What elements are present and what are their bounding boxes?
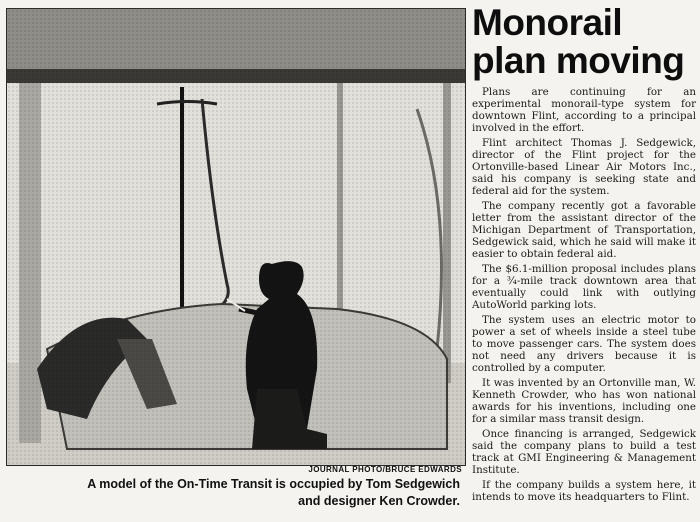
- article-paragraph: Once financing is arranged, Sedgewick said the company plans to build a test track at GMI Engineering & Management Institute.: [472, 428, 696, 476]
- headline-line-1: Monorail: [472, 2, 623, 43]
- article-paragraph: Flint architect Thomas J. Sedgewick, director of the Flint project for the Ortonville-based Linear Air Motors Inc., said his company is seeking state and federal aid for the system.: [472, 137, 696, 197]
- article-paragraph: It was invented by an Ortonville man, W. Kenneth Crowder, who has won national awards for his inventions, including one for a similar mass transit design.: [472, 377, 696, 425]
- article-paragraph: If the company builds a system here, it intends to move its headquarters to Flint.: [472, 479, 696, 503]
- photo-credit: JOURNAL PHOTO/BRUCE EDWARDS: [308, 465, 462, 474]
- photo-caption: [20, 476, 460, 510]
- article-paragraph: The system uses an electric motor to power a set of wheels inside a steel tube to move passenger cars. The system does not need any drivers because it is controlled by a computer.: [472, 314, 696, 374]
- article-body: [472, 86, 696, 506]
- article-paragraph: The company recently got a favorable letter from the assistant director of the Michigan Department of Transportation, Sedgewick said, which he said will make it easier to obtain federal aid.: [472, 200, 696, 260]
- caption-line-1: A model of the On-Time Transit is occupied by Tom Sedgewich: [87, 477, 460, 491]
- article-paragraph: The $6.1-million proposal includes plans for a ¾-mile track downtown area that eventually could link with outlying AutoWorld parking lots.: [472, 263, 696, 311]
- headline-line-2: plan moving: [472, 40, 685, 81]
- article-paragraph: Plans are continuing for an experimental monorail-type system for downtown Flint, according to a principal involved in the effort.: [472, 86, 696, 134]
- headline: [472, 4, 698, 80]
- news-photo: [6, 8, 466, 466]
- caption-line-2: and designer Ken Crowder.: [298, 494, 460, 508]
